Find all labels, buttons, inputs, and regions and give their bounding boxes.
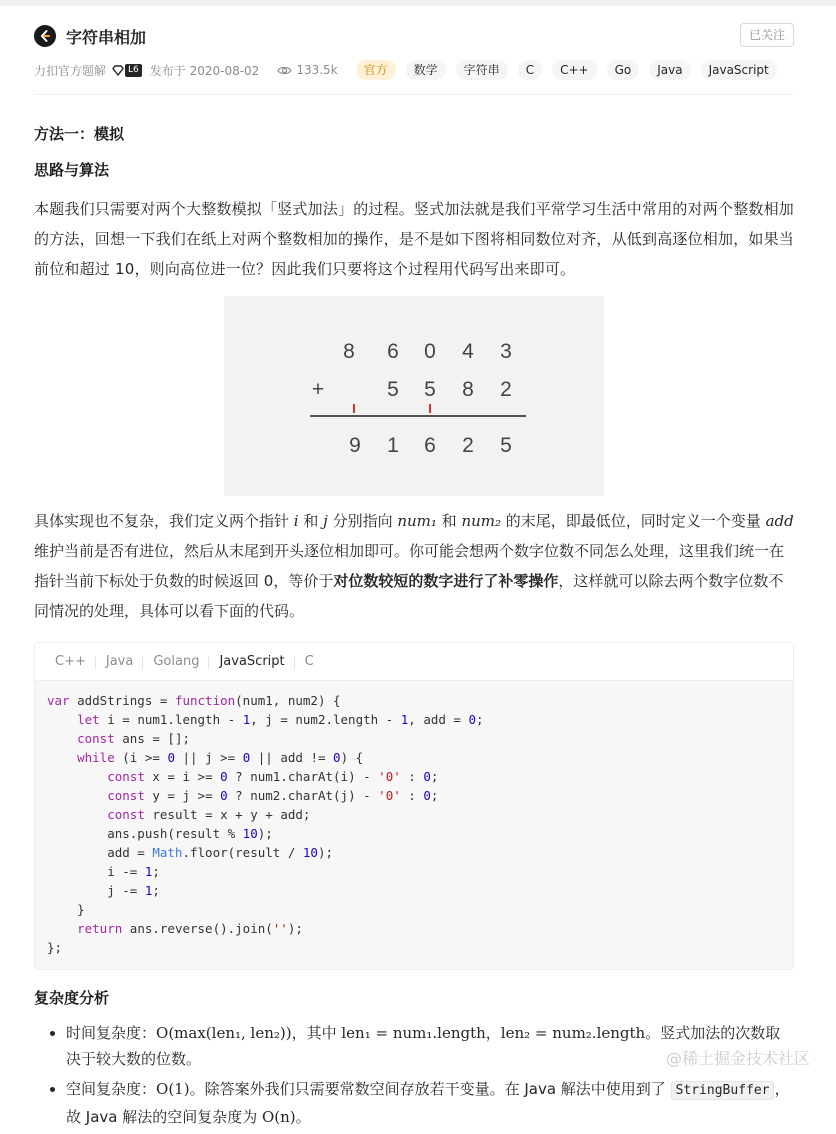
plus-sign: + [311,378,325,401]
article-header [34,22,794,50]
digit-r1-4: 3 [500,340,512,363]
method-heading: 方法一：模拟 [34,125,125,143]
digit-r1-0: 8 [343,340,355,363]
top-border [0,0,836,6]
tag-string[interactable]: 字符串 [456,60,508,80]
tag-java[interactable]: Java [649,60,690,80]
time-complexity-item: • 时间复杂度：O(max(len₁, len₂))，其中 len₁ = num₁.length，len₂ = num₂.length。竖式加法的次数取决于较大数的位数。 [66,1020,794,1072]
intro-paragraph: 本题我们只需要对两个大整数模拟「竖式加法」的过程。竖式加法就是我们平常学习生活中常用的对两个整数相加的方法，回想一下我们在纸上对两个整数相加的操作，是不是如下图将相同数位对齐，从低到高逐位相加，如果当前位和超过 10，则向高位进一位？因此我们只要将这个过程用代码写出来即可。 [34,200,795,278]
tab-c[interactable]: C [304,654,314,669]
article-title: 字符串相加 [66,27,147,47]
digit-r1-1: 6 [387,340,399,363]
tab-cpp[interactable]: C++ [45,654,96,669]
digit-r2-0: 5 [387,378,399,401]
stringbuffer-code: StringBuffer [671,1081,775,1100]
tag-cpp[interactable]: C++ [552,60,597,80]
view-count-value: 133.5k [296,63,338,77]
tag-math[interactable]: 数学 [406,60,446,80]
code-block [34,642,794,970]
leetcode-logo-icon [34,25,56,47]
complexity-list [34,1020,794,1130]
article-meta [34,59,794,81]
tag-javascript[interactable]: JavaScript [701,60,777,80]
level-badge [112,64,142,77]
space-complexity-item: • 空间复杂度：O(1)。除答案外我们只需要常数空间存放若干变量。在 Java 解法中使用到了 StringBuffer ，故 Java 解法的空间复杂度为 O(n)。 [66,1076,794,1130]
level-label: L6 [125,64,142,77]
eye-icon [277,65,292,76]
digit-r3-2: 6 [424,434,436,457]
diamond-icon [112,65,124,76]
header-divider [34,94,794,95]
author-name[interactable]: 力扣官方题解 [34,63,107,78]
figure-row3 [349,434,512,457]
idea-heading: 思路与算法 [34,161,110,179]
figure-row1 [343,340,512,363]
digit-r3-4: 5 [500,434,512,457]
watermark: @稀土掘金技术社区 [665,1049,810,1068]
digit-r2-3: 2 [500,378,512,401]
digit-r3-0: 9 [349,434,361,457]
tag-c[interactable]: C [518,60,542,80]
publish-date: 发布于 2020-08-02 [149,63,260,78]
digit-r3-1: 1 [387,434,399,457]
addition-figure [224,296,604,496]
javascript-code: var addStrings = function(num1, num2) { let i = num1.length - 1, j = num2.length - 1, add = 0; const ans = []; while (i >= 0 || j >= 0 || add != 0) { const x = i >= 0 ? num1.charAt(i) - '0' : 0; const y = j >= 0 ? num2.charAt(j) - '0' : 0; const result = x + y + add; ans.push(result % 10); add = Math.floor(result / 10); i -= 1; j -= 1; } return ans.reverse().join(''); }; [35,681,793,969]
code-language-tabs [35,643,793,681]
digit-r1-2: 0 [424,340,436,363]
article-content [34,118,794,1134]
view-count [277,63,337,77]
bold-emphasis: 对位数较短的数字进行了补零操作 [333,572,559,590]
digit-r3-3: 2 [462,434,474,457]
tab-javascript[interactable]: JavaScript [209,654,294,669]
implementation-paragraph: 具体实现也不复杂，我们定义两个指针 i 和 j 分别指向 num₁ 和 num₂ 的末尾，即最低位，同时定义一个变量 add 维护当前是否有进位，然后从末尾到开头逐位相加即可。你可能会想两个数字位数不同怎么处理，这里我们统一在指针当前下标处于负数的时候返回 0，等价于对位数较短的数字进行了补零操作，这样就可以除去两个数字位数不同情况的处理，具体可以看下面的代码。 [34,512,794,620]
tag-go[interactable]: Go [607,60,640,80]
digit-r1-3: 4 [462,340,474,363]
tab-java[interactable]: Java [96,654,143,669]
digit-r2-2: 8 [462,378,474,401]
follow-button[interactable]: 已关注 [740,23,794,47]
figure-row2 [312,378,512,401]
complexity-heading: 复杂度分析 [34,989,110,1007]
digit-r2-1: 5 [424,378,436,401]
tag-official[interactable]: 官方 [356,60,396,80]
tab-golang[interactable]: Golang [143,654,209,669]
